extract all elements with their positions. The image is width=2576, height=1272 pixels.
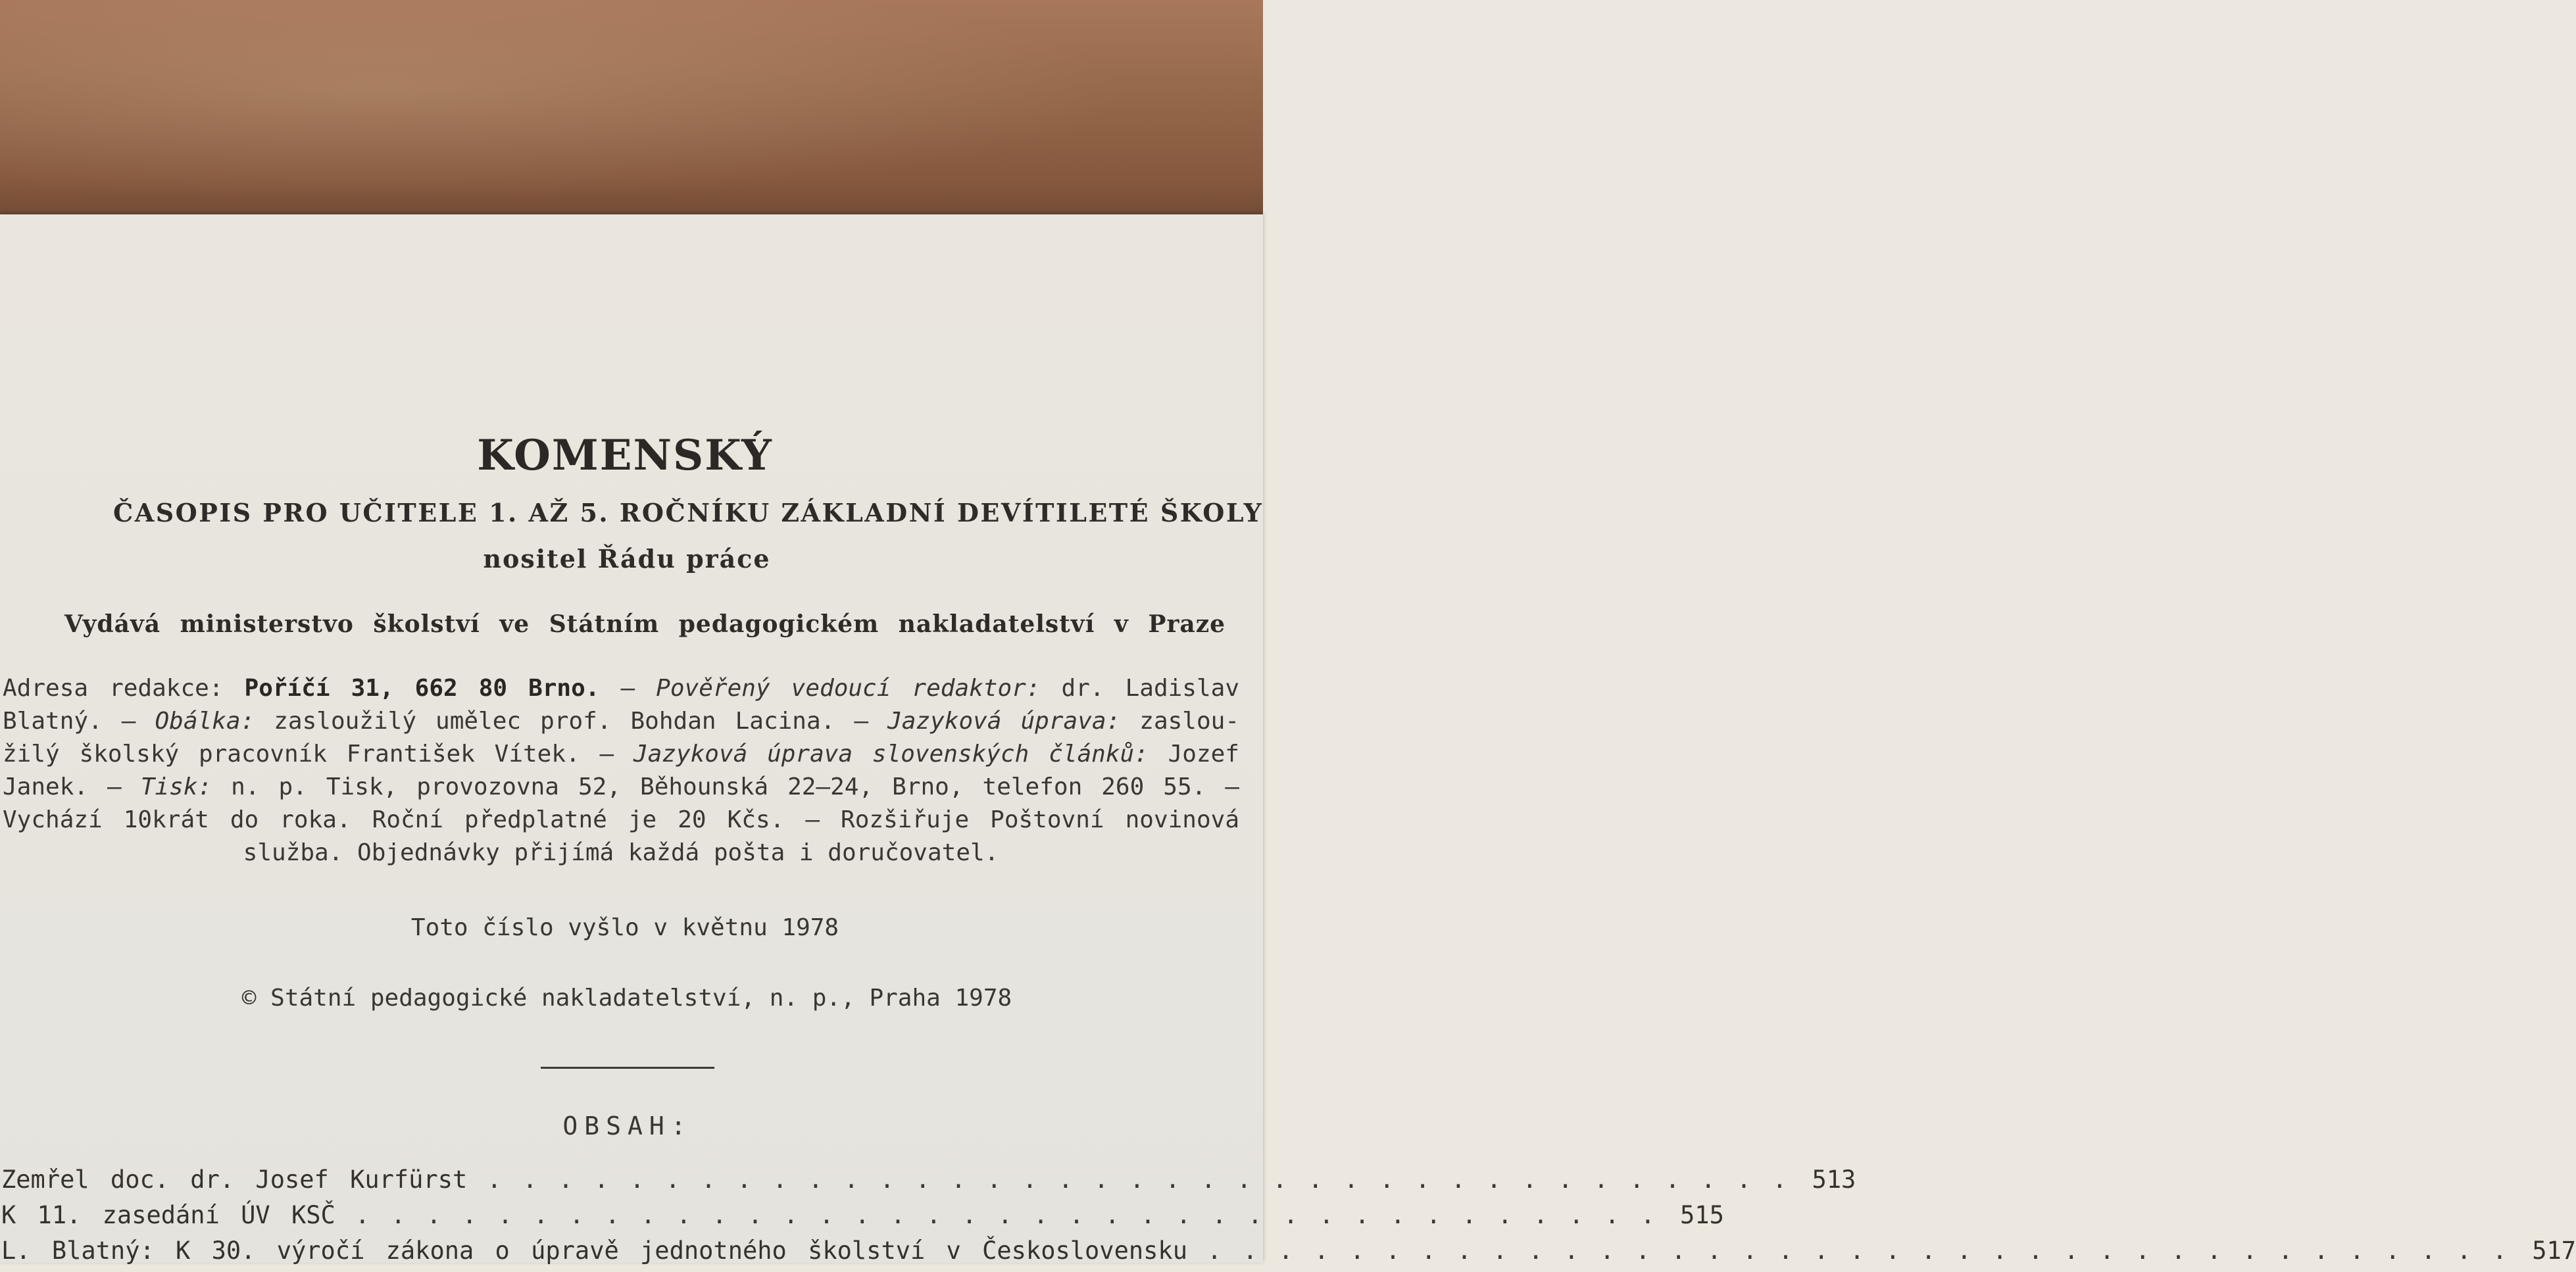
editor-role: Pověřený vedoucí redaktor:	[656, 675, 1041, 702]
slovak-language-role: Jazyková úprava slovenských článků:	[633, 741, 1149, 768]
editor-name: dr. Ladislav	[1061, 675, 1239, 702]
imprint-block	[3, 672, 1239, 869]
imprint-line-1	[3, 672, 1239, 705]
imprint-line-2	[3, 705, 1239, 738]
toc-entry-page: 517	[2532, 1236, 2576, 1265]
slovak-language-editor: Jozef	[1168, 741, 1239, 768]
language-editor-cont: žilý školský pracovník František Vítek. —	[3, 741, 614, 768]
toc-leader-dots: .....................................	[1206, 1236, 2529, 1265]
editor-name-cont: Blatný. —	[3, 708, 136, 735]
journal-honor: nositel Řádu práce	[483, 544, 771, 574]
address-label: Adresa redakce:	[3, 675, 224, 702]
separator-dash: —	[620, 675, 635, 702]
toc-entry-page: 513	[1812, 1165, 1856, 1194]
divider-rule	[541, 1067, 714, 1069]
journal-subtitle: ČASOPIS PRO UČITELE 1. AŽ 5. ROČNÍKU ZÁKLADNÍ DEVÍTILETÉ ŠKOLY	[113, 498, 1264, 527]
imprint-line-3	[3, 738, 1239, 771]
language-role: Jazyková úprava:	[887, 708, 1121, 735]
toc-entry-page: 515	[1680, 1201, 1724, 1229]
toc-leader-dots: .....................................	[487, 1165, 1808, 1194]
issue-date: Toto číslo vyšlo v květnu 1978	[410, 914, 839, 941]
toc-heading: OBSAH:	[562, 1112, 693, 1140]
toc-entry	[1, 1165, 1856, 1201]
imprint-line-5: Vychází 10krát do roka. Roční předplatné je 20 Kčs. — Rozšiřuje Poštovní novinová	[3, 806, 1239, 833]
printer-details: n. p. Tisk, provozovna 52, Běhounská 22—24, Brno, telefon 260 55. —	[231, 773, 1239, 800]
cover-artist: zasloužilý umělec prof. Bohdan Lacina. —	[274, 708, 869, 735]
slovak-language-editor-cont: Janek. —	[3, 773, 122, 800]
publisher-line: Vydává ministerstvo školství ve Státním pedagogickém nakladatelství v Praze	[64, 610, 1226, 638]
toc-entry-title: K 11. zasedání ÚV KSČ	[1, 1201, 335, 1229]
copyright-line: © Státní pedagogické nakladatelství, n. p., Praha 1978	[241, 985, 1012, 1012]
editorial-address: Poříčí 31, 662 80 Brno.	[244, 675, 600, 702]
cover-role: Obálka:	[155, 708, 255, 735]
toc-entry	[1, 1201, 1724, 1236]
toc-entry-title: L. Blatný: K 30. výročí zákona o úpravě jednotného školství v Československu	[1, 1236, 1187, 1265]
print-role: Tisk:	[140, 773, 212, 800]
table-of-contents	[1, 1165, 2576, 1272]
toc-entry	[1, 1236, 2576, 1272]
imprint-line-4	[3, 771, 1239, 804]
toc-entry-title: Zemřel doc. dr. Josef Kurfürst	[1, 1165, 468, 1194]
journal-title: KOMENSKÝ	[477, 431, 773, 480]
toc-leader-dots: .....................................	[355, 1201, 1677, 1229]
table-background	[0, 0, 1263, 224]
imprint-line-6: služba. Objednávky přijímá každá pošta i doručovatel.	[243, 839, 999, 866]
language-editor: zaslou-	[1139, 708, 1239, 735]
